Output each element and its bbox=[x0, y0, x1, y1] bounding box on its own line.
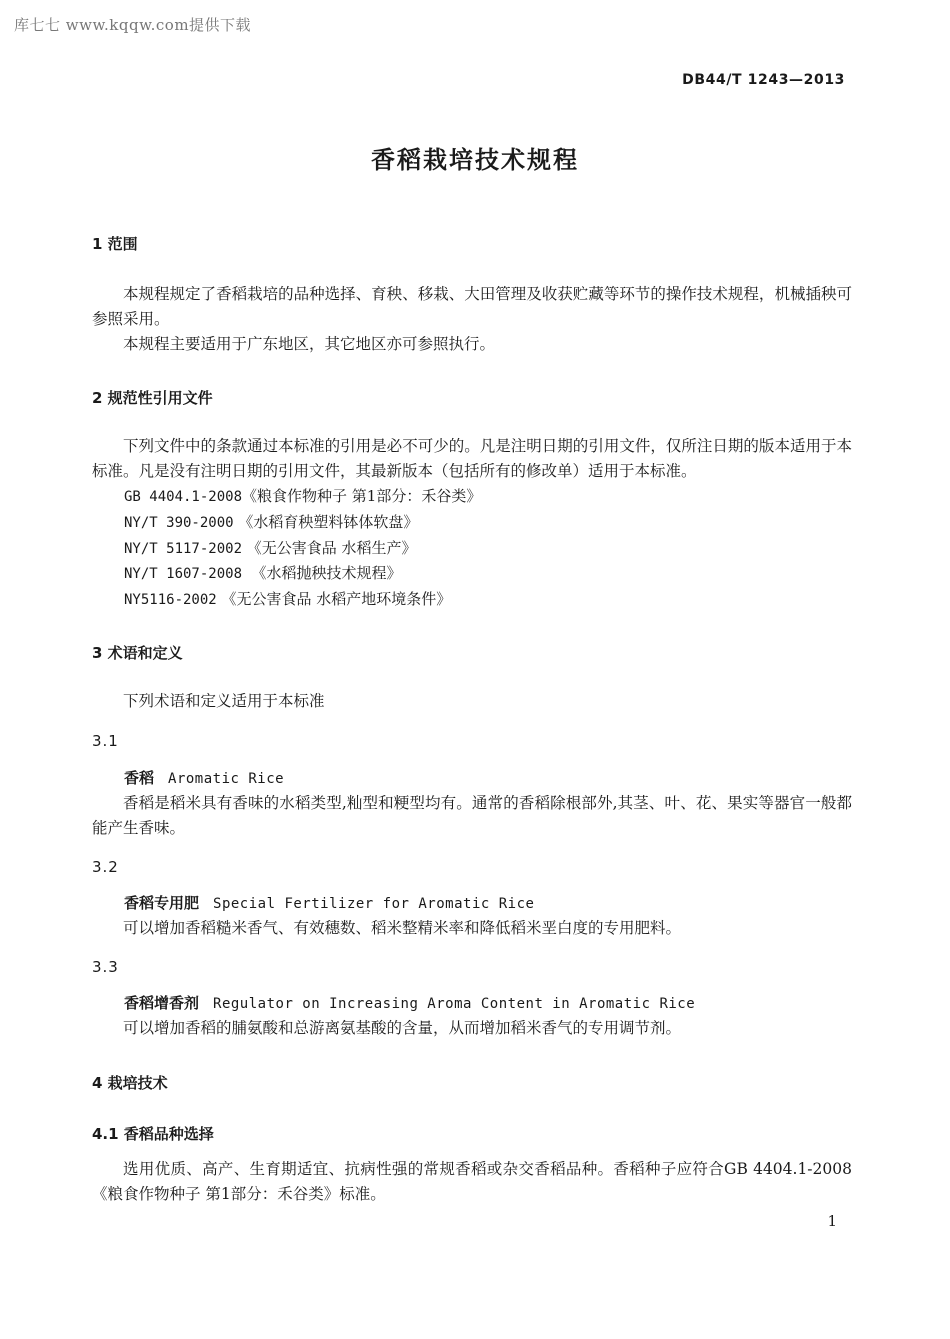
subsection-4-1-heading: 4.1 香稻品种选择 bbox=[92, 1125, 214, 1143]
term-number: 3.2 bbox=[92, 858, 119, 876]
reference-item bbox=[124, 510, 418, 536]
reference-title: 《无公害食品 水稻生产》 bbox=[242, 539, 417, 557]
section-1-paragraph-1: 本规程规定了香稻栽培的品种选择、育秧、移栽、大田管理及收获贮藏等环节的操作技术规程，机械插秧可参照采用。 bbox=[92, 285, 852, 328]
reference-title: 《水稻抛秧技术规程》 bbox=[242, 564, 402, 582]
document-title: 香稻栽培技术规程 bbox=[371, 146, 579, 174]
reference-title: 《水稻育秧塑料钵体软盘》 bbox=[233, 513, 419, 531]
section-2-paragraph-1: 下列文件中的条款通过本标准的引用是必不可少的。凡是注明日期的引用文件，仅所注日期的版本适用于本标准。凡是没有注明日期的引用文件，其最新版本（包括所有的修改单）适用于本标准。 bbox=[92, 437, 852, 480]
section-1-heading: 1 范围 bbox=[92, 235, 138, 253]
reference-item bbox=[124, 587, 451, 613]
section-3-intro: 下列术语和定义适用于本标准 bbox=[123, 692, 325, 710]
term-english: Special Fertilizer for Aromatic Rice bbox=[213, 896, 535, 912]
reference-code: NY5116-2002 bbox=[124, 592, 217, 608]
section-1-paragraph-2: 本规程主要适用于广东地区，其它地区亦可参照执行。 bbox=[123, 335, 496, 353]
document-number: DB44/T 1243—2013 bbox=[682, 72, 845, 88]
term-number: 3.1 bbox=[92, 732, 119, 750]
section-4-heading: 4 栽培技术 bbox=[92, 1074, 168, 1092]
section-3-heading: 3 术语和定义 bbox=[92, 644, 183, 662]
term-chinese: 香稻专用肥 bbox=[124, 894, 200, 912]
term-number: 3.3 bbox=[92, 958, 119, 976]
page-number: 1 bbox=[827, 1212, 837, 1230]
reference-item bbox=[124, 561, 402, 587]
reference-item bbox=[124, 484, 481, 510]
term-definition: 香稻是稻米具有香味的水稻类型,籼型和粳型均有。通常的香稻除根部外,其茎、叶、花、果实等器官一般都能产生香味。 bbox=[92, 794, 852, 837]
reference-title: 《粮食作物种子 第1部分：禾谷类》 bbox=[242, 487, 482, 505]
reference-code: NY/T 1607-2008 bbox=[124, 566, 243, 582]
subsection-4-1-paragraph: 选用优质、高产、生育期适宜、抗病性强的常规香稻或杂交香稻品种。香稻种子应符合GB 4404.1-2008《粮食作物种子 第1部分：禾谷类》标准。 bbox=[92, 1160, 852, 1203]
term-definition: 可以增加香稻的脯氨酸和总游离氨基酸的含量，从而增加稻米香气的专用调节剂。 bbox=[123, 1019, 682, 1037]
term-chinese: 香稻增香剂 bbox=[124, 994, 200, 1012]
term-name bbox=[124, 991, 695, 1017]
term-english: Regulator on Increasing Aroma Content in Aromatic Rice bbox=[213, 996, 696, 1012]
watermark-text: 库七七 www.kqqw.com提供下载 bbox=[14, 16, 252, 34]
reference-code: GB 4404.1-2008 bbox=[124, 489, 243, 505]
reference-code: NY/T 5117-2002 bbox=[124, 541, 243, 557]
section-2-heading: 2 规范性引用文件 bbox=[92, 389, 213, 407]
term-chinese: 香稻 bbox=[124, 769, 155, 787]
term-english: Aromatic Rice bbox=[168, 771, 285, 787]
reference-title: 《无公害食品 水稻产地环境条件》 bbox=[216, 590, 452, 608]
term-definition: 可以增加香稻糙米香气、有效穗数、稻米整精米率和降低稻米垩白度的专用肥料。 bbox=[123, 919, 682, 937]
reference-item bbox=[124, 536, 417, 562]
term-name bbox=[124, 891, 534, 917]
term-name bbox=[124, 766, 284, 792]
reference-code: NY/T 390-2000 bbox=[124, 515, 234, 531]
